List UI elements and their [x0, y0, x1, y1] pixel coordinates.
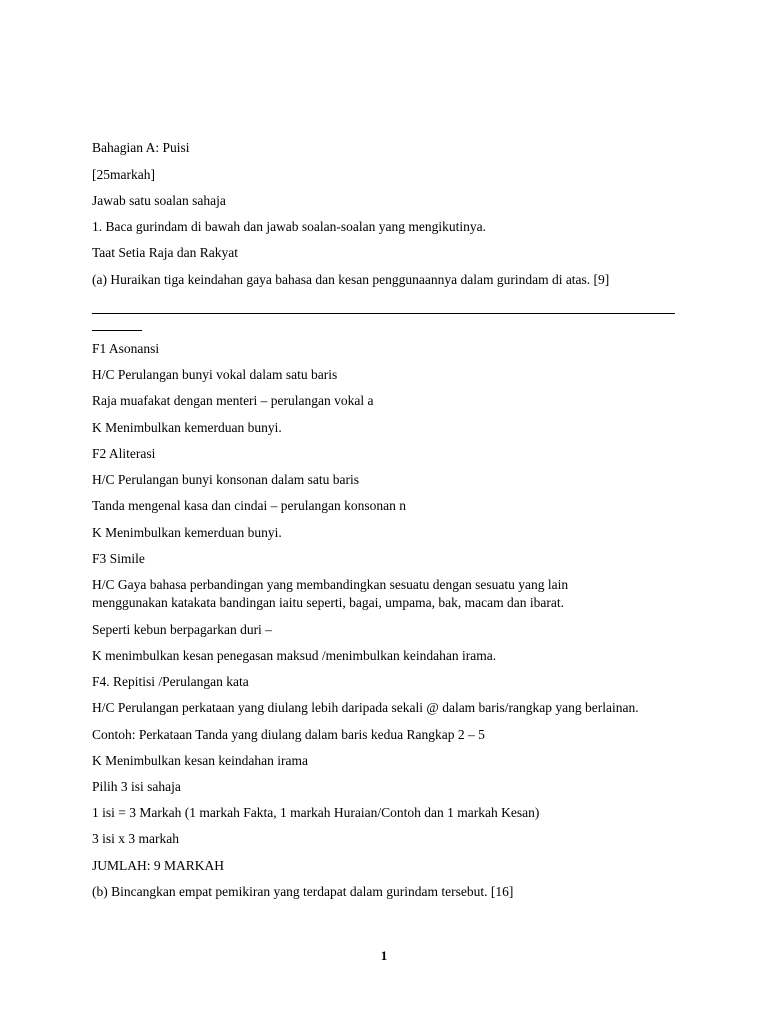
f2-hc: H/C Perulangan bunyi konsonan dalam satu baris — [92, 472, 359, 487]
marks-calc: 3 isi x 3 markah — [92, 831, 179, 846]
f3-k: K menimbulkan kesan penegasan maksud /menimbulkan keindahan irama. — [92, 648, 497, 663]
f2-title: F2 Aliterasi — [92, 446, 156, 461]
question-1: 1. Baca gurindam di bawah dan jawab soalan-soalan yang mengikutinya. — [92, 219, 487, 234]
choose-note: Pilih 3 isi sahaja — [92, 779, 181, 794]
section-title: Bahagian A: Puisi — [92, 140, 190, 155]
f1-hc: H/C Perulangan bunyi vokal dalam satu baris — [92, 367, 338, 382]
f2-k: K Menimbulkan kemerduan bunyi. — [92, 525, 282, 540]
answer-line-2 — [92, 330, 142, 331]
marks-scheme: 1 isi = 3 Markah (1 markah Fakta, 1 markah Huraian/Contoh dan 1 markah Kesan) — [92, 805, 540, 820]
f2-example: Tanda mengenal kasa dan cindai – perulangan konsonan n — [92, 498, 406, 513]
f4-hc: H/C Perulangan perkataan yang diulang lebih daripada sekali @ dalam baris/rangkap yang berlainan. — [92, 700, 639, 715]
f4-k: K Menimbulkan kesan keindahan irama — [92, 753, 308, 768]
f3-example: Seperti kebun berpagarkan duri – — [92, 622, 272, 637]
page-number: 1 — [380, 948, 388, 963]
poem-title: Taat Setia Raja dan Rakyat — [92, 245, 239, 260]
f1-k: K Menimbulkan kemerduan bunyi. — [92, 420, 282, 435]
f1-title: F1 Asonansi — [92, 341, 160, 356]
question-a: (a) Huraikan tiga keindahan gaya bahasa dan kesan penggunaannya dalam gurindam di atas. [9] — [92, 272, 610, 287]
f1-example: Raja muafakat dengan menteri – perulangan vokal a — [92, 393, 374, 408]
answer-line-1 — [92, 313, 675, 314]
f3-hc-line-2: menggunakan katakata bandingan iaitu seperti, bagai, umpama, bak, macam dan ibarat. — [92, 595, 564, 610]
f3-title: F3 Simile — [92, 551, 145, 566]
question-b: (b) Bincangkan empat pemikiran yang terdapat dalam gurindam tersebut. [16] — [92, 884, 514, 899]
f3-hc-line-1: H/C Gaya bahasa perbandingan yang membandingkan sesuatu dengan sesuatu yang lain — [92, 577, 569, 592]
document-page — [92, 0, 682, 1024]
marks-total: [25markah] — [92, 167, 155, 182]
f4-example: Contoh: Perkataan Tanda yang diulang dalam baris kedua Rangkap 2 – 5 — [92, 727, 485, 742]
instruction: Jawab satu soalan sahaja — [92, 193, 226, 208]
total-marks: JUMLAH: 9 MARKAH — [92, 858, 225, 873]
f4-title: F4. Repitisi /Perulangan kata — [92, 674, 249, 689]
